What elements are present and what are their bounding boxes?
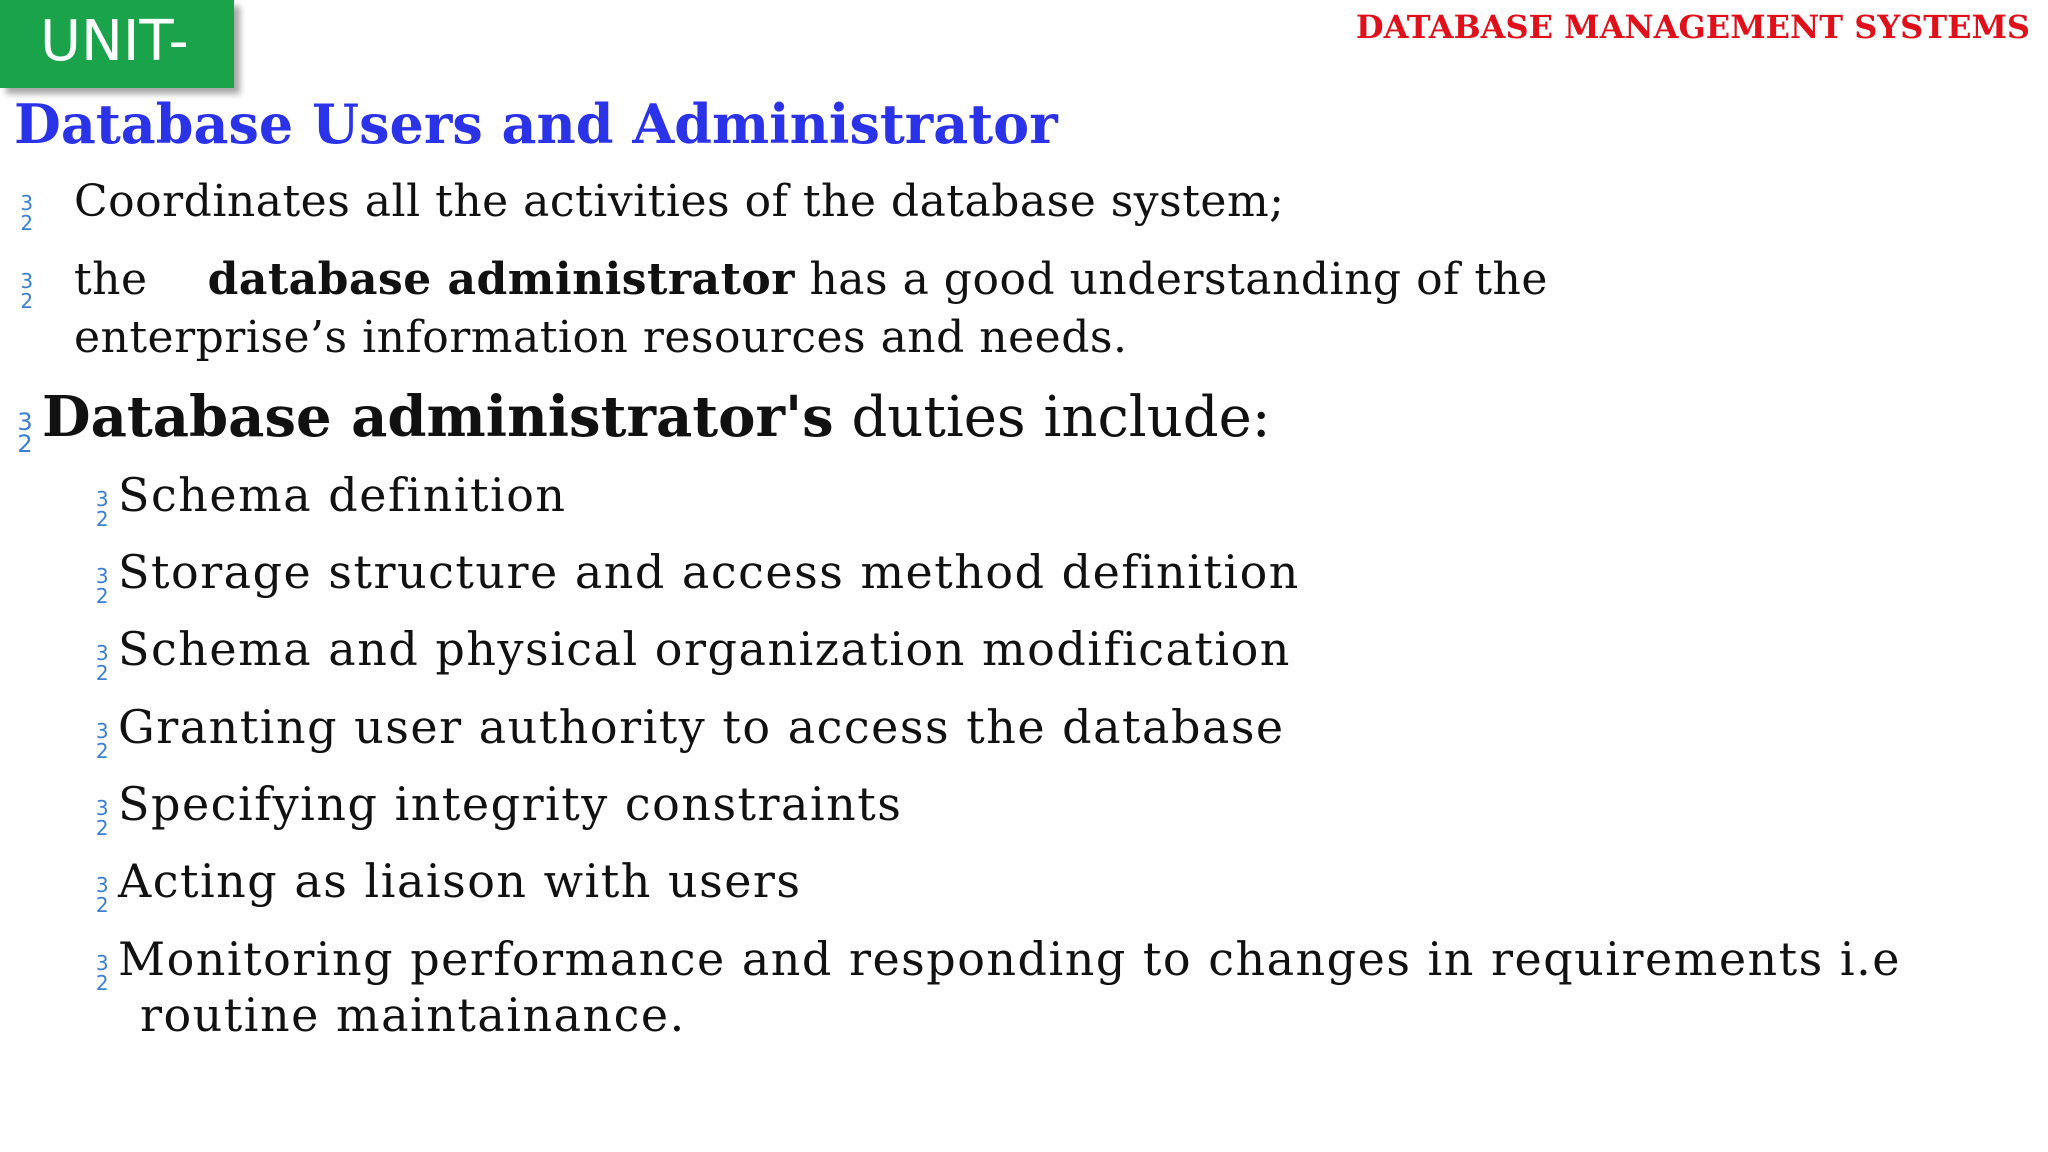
bullet-icon: 3 2 xyxy=(95,873,111,917)
point-bold-term: database administrator xyxy=(207,254,795,305)
bullet-icon: 3 2 xyxy=(95,564,111,608)
bullet-icon: 3 2 xyxy=(95,719,111,763)
point-continuation: enterprise’s information resources and needs. xyxy=(74,312,1128,363)
duty-item xyxy=(95,468,567,531)
bullet-icon: 3 2 xyxy=(95,487,111,531)
bullet-icon: 3 2 xyxy=(95,641,111,685)
bullet-icon: 3 2 xyxy=(95,951,111,995)
duties-heading-bold: Database administrator's xyxy=(42,384,834,450)
duty-text: Storage structure and access method definition xyxy=(118,545,1300,599)
duty-item xyxy=(95,854,802,917)
duties-heading xyxy=(17,384,1271,458)
point-dba-understanding xyxy=(20,254,1548,313)
duty-text: Acting as liaison with users xyxy=(118,854,802,908)
duties-heading-rest: duties include: xyxy=(851,385,1271,450)
point-text: Coordinates all the activities of the database system; xyxy=(74,176,1285,227)
course-title: DATABASE MANAGEMENT SYSTEMS xyxy=(1355,8,2030,46)
duty-text: Schema and physical organization modification xyxy=(118,622,1291,676)
duty-item xyxy=(95,545,1300,608)
point-prefix: the xyxy=(74,254,148,305)
duty-item xyxy=(95,700,1285,763)
duty-text: Specifying integrity constraints xyxy=(118,777,903,831)
bullet-icon: 3 2 xyxy=(17,407,33,458)
duty-text: Granting user authority to access the database xyxy=(118,700,1285,754)
bullet-icon: 3 2 xyxy=(20,268,34,313)
bullet-icon: 3 2 xyxy=(95,796,111,840)
point-coordinates xyxy=(20,176,1285,235)
duty-text: Schema definition xyxy=(118,468,567,522)
bullet-icon: 3 2 xyxy=(20,190,34,235)
unit-badge: UNIT- xyxy=(0,0,234,88)
duty-item xyxy=(95,932,1901,995)
duty-text: Monitoring performance and responding to changes in requirements i.e xyxy=(118,932,1901,986)
duty-item xyxy=(95,622,1291,685)
duty-continuation: routine maintainance. xyxy=(140,988,686,1042)
duty-item xyxy=(95,777,903,840)
point-rest: has a good understanding of the xyxy=(809,254,1548,305)
slide-title: Database Users and Administrator xyxy=(14,92,1058,156)
